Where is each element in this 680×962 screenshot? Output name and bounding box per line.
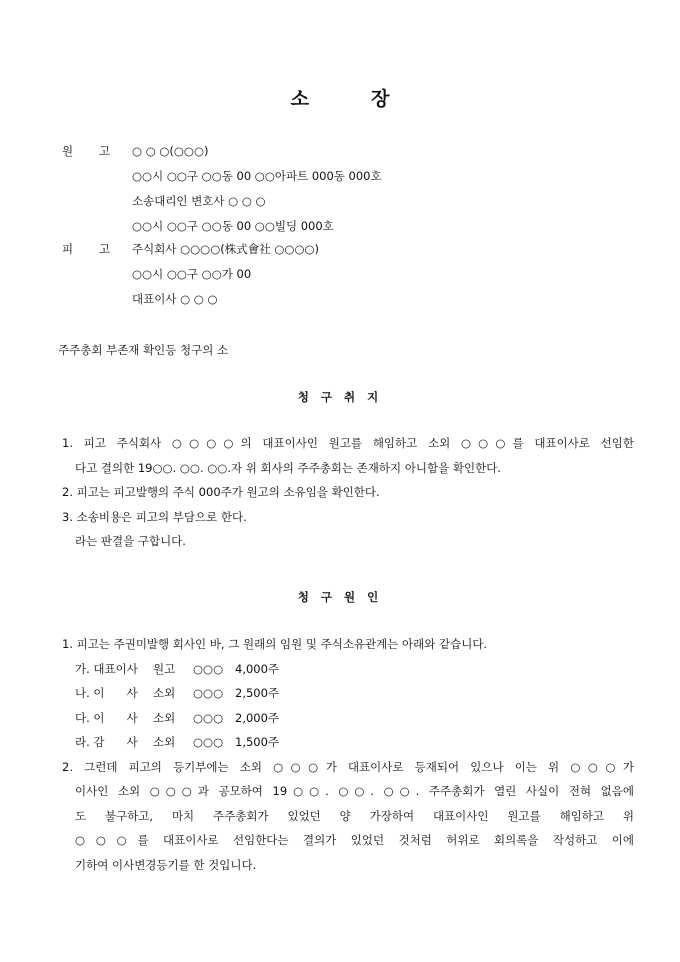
plaintiff-role: 원 고 [62, 144, 111, 158]
cause-list [62, 632, 634, 877]
purpose-item: 3. 소송비용은 피고의 부담으로 한다. [62, 509, 247, 524]
title-char-left: 소 [290, 88, 309, 110]
defendant-address: ○○시 ○○구 ○○가 00 [132, 267, 252, 281]
plaintiff-agent-address: ○○시 ○○구 ○○동 00 ○○빌딩 000호 [132, 219, 334, 233]
claim-title: 주주총회 부존재 확인등 청구의 소 [58, 343, 229, 357]
staff-row: 나. 이 사 소외 ○○○ 2,500주 [75, 686, 280, 700]
defendant-name: 주식회사 ○○○○(株式會社 ○○○○) [132, 242, 319, 256]
purpose-item: 1. 피고 주식회사 ○○○○의 대표이사인 원고를 해임하고 소외 ○○○를 대표이사로 선임한 [62, 436, 634, 450]
cause-paragraph-line: 도 불구하고, 마치 주주총회가 있었던 양 가장하여 대표이사인 원고를 해임하고 위 [75, 808, 634, 823]
plaintiff-name: ○ ○ ○(○○○) [132, 144, 209, 158]
document-title [0, 84, 680, 111]
defendant-role: 피 고 [62, 242, 111, 256]
staff-row: 가. 대표이사 원고 ○○○ 4,000주 [75, 661, 280, 676]
defendant-block [62, 237, 642, 312]
purpose-conclusion: 라는 판결을 구합니다. [75, 534, 186, 548]
cause-paragraph-line: 이사인 소외 ○○○과 공모하여 19○○. ○○. ○○. 주주총회가 열린 사실이 전혀 없음에 [75, 784, 634, 798]
cause-paragraph-line: ○○○를 대표이사로 선임한다는 결의가 있었던 것처럼 허위로 회의록을 작성하고 이에 [75, 833, 634, 847]
purpose-item: 다고 결의한 19○○. ○○. ○○.자 위 회사의 주주총회는 존재하지 아니함을 확인한다. [75, 460, 501, 475]
cause-paragraph-line: 2. 그런데 피고의 등기부에는 소외 ○○○가 대표이사로 등재되어 있으나 이는 위 ○○○가 [62, 759, 634, 774]
staff-row: 라. 감 사 소외 ○○○ 1,500주 [75, 735, 280, 749]
staff-row: 다. 이 사 소외 ○○○ 2,000주 [75, 710, 280, 725]
plaintiff-block [62, 139, 642, 239]
cause-intro: 1. 피고는 주권미발행 회사인 바, 그 원래의 임원 및 주식소유관계는 아래와 같습니다. [62, 637, 488, 651]
purpose-heading: 청 구 취 지 [297, 390, 383, 404]
cause-heading: 청 구 원 인 [297, 590, 383, 604]
cause-paragraph-line: 기하여 이사변경등기를 한 것입니다. [75, 857, 257, 872]
defendant-representative: 대표이사 ○ ○ ○ [132, 292, 218, 306]
plaintiff-agent: 소송대리인 변호사 ○ ○ ○ [132, 194, 266, 208]
title-char-right: 장 [371, 88, 390, 110]
purpose-list [62, 431, 634, 554]
plaintiff-address: ○○시 ○○구 ○○동 00 ○○아파트 000동 000호 [132, 169, 382, 183]
purpose-item: 2. 피고는 피고발행의 주식 000주가 원고의 소유임을 확인한다. [62, 485, 380, 499]
